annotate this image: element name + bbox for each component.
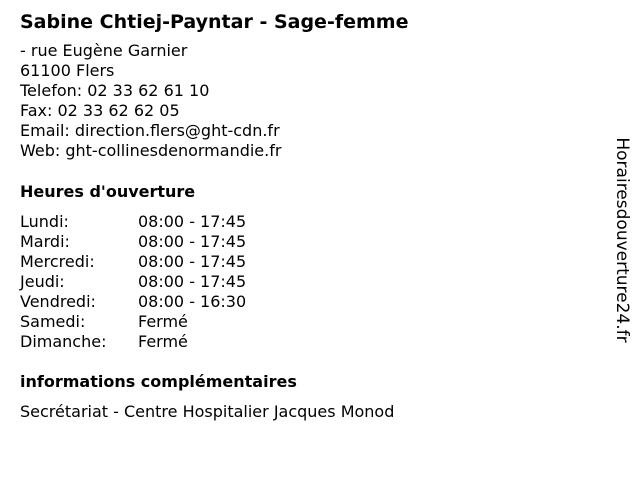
hours-day: Mardi: <box>20 232 70 251</box>
hours-time: 08:00 - 17:45 <box>138 272 247 291</box>
hours-row-sunday <box>20 332 600 352</box>
hours-row-friday <box>20 292 600 312</box>
hours-row-wednesday <box>20 252 600 272</box>
hours-day: Vendredi: <box>20 292 96 311</box>
hours-day: Lundi: <box>20 212 69 231</box>
hours-day: Samedi: <box>20 312 86 331</box>
hours-time: Fermé <box>138 332 188 351</box>
hours-heading: Heures d'ouverture <box>20 182 196 201</box>
hours-row-saturday <box>20 312 600 332</box>
hours-time: Fermé <box>138 312 188 331</box>
contact-block <box>20 41 600 161</box>
hours-day: Jeudi: <box>20 272 65 291</box>
email-address: Email: direction.flers@ght-cdn.fr <box>20 121 280 140</box>
hours-day: Mercredi: <box>20 252 95 271</box>
website: Web: ght-collinesdenormandie.fr <box>20 141 282 160</box>
hours-day: Dimanche: <box>20 332 107 351</box>
business-card <box>20 10 600 422</box>
hours-row-thursday <box>20 272 600 292</box>
street-address: - rue Eugène Garnier <box>20 41 188 60</box>
hours-table <box>20 212 600 352</box>
hours-time: 08:00 - 17:45 <box>138 252 247 271</box>
page-title: Sabine Chtiej-Payntar - Sage-femme <box>20 11 409 33</box>
hours-time: 08:00 - 16:30 <box>138 292 247 311</box>
hours-time: 08:00 - 17:45 <box>138 232 247 251</box>
hours-row-tuesday <box>20 232 600 252</box>
info-heading: informations complémentaires <box>20 372 297 391</box>
hours-row-monday <box>20 212 600 232</box>
brand-watermark: Horairesdouverture24.fr <box>612 137 632 343</box>
info-text: Secrétariat - Centre Hospitalier Jacques Monod <box>20 402 395 421</box>
fax-number: Fax: 02 33 62 62 05 <box>20 101 180 120</box>
hours-time: 08:00 - 17:45 <box>138 212 247 231</box>
phone-number: Telefon: 02 33 62 61 10 <box>20 81 210 100</box>
city-postcode: 61100 Flers <box>20 61 115 80</box>
